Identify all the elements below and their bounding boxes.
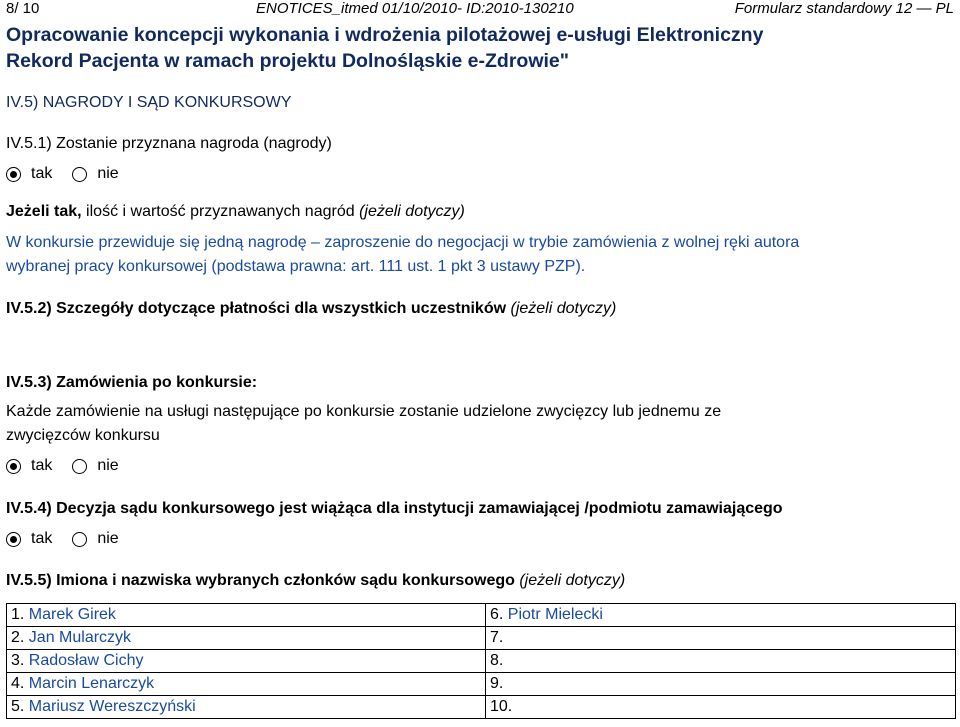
table-row [7, 673, 956, 696]
table-cell: 6. Piotr Mielecki [486, 604, 956, 627]
s3-radio-yes[interactable] [6, 459, 21, 474]
s1-if-bold: Jeżeli tak, [6, 203, 82, 220]
s1-desc-line-2: wybranej pracy konkursowej (podstawa prawna: art. 111 ust. 1 pkt 3 ustawy PZP). [6, 258, 586, 275]
s1-heading: IV.5.1) Zostanie przyznana nagroda (nagrody) [6, 135, 332, 152]
s2-heading [6, 297, 616, 321]
s1-radio-yes-label: tak [31, 165, 53, 182]
table-cell: 3. Radosław Cichy [7, 650, 486, 673]
table-cell: 5. Mariusz Wereszczyński [7, 696, 486, 719]
title-line-2: Rekord Pacjenta w ramach projektu Dolnośląskie e-Zdrowie" [6, 50, 569, 72]
s2-heading-text: IV.5.2) Szczegóły dotyczące płatności dla wszystkich uczestników [6, 300, 511, 317]
table-row [7, 650, 956, 673]
s3-radio-no[interactable] [72, 459, 87, 474]
s3-radio-group [6, 455, 119, 477]
s4-radio-yes[interactable] [6, 532, 21, 547]
title-line-1: Opracowanie koncepcji wykonania i wdrożenia pilotażowej e-usługi Elektroniczny [6, 24, 764, 46]
s3-text-line-1: Każde zamówienie na usługi następujące po konkursie zostanie udzielone zwycięzcy lub jednemu ze [6, 403, 722, 420]
s1-radio-group [6, 163, 119, 185]
table-row [7, 627, 956, 650]
s1-radio-yes[interactable] [6, 167, 21, 182]
s1-desc-line-1: W konkursie przewiduje się jedną nagrodę – zaproszenie do negocjacji w trybie zamówienia z wolnej ręki autora [6, 234, 800, 251]
table-cell: 4. Marcin Lenarczyk [7, 673, 486, 696]
table-cell: 1. Marek Girek [7, 604, 486, 627]
s5-heading-text: IV.5.5) Imiona i nazwiska wybranych członków sądu konkursowego [6, 572, 520, 589]
table-cell: 9. [486, 673, 956, 696]
s4-radio-no[interactable] [72, 532, 87, 547]
s3-radio-yes-label: tak [31, 457, 53, 474]
section-heading: IV.5) NAGRODY I SĄD KONKURSOWY [6, 94, 292, 111]
s1-if-italic: (jeżeli dotyczy) [359, 203, 465, 220]
s3-radio-no-label: nie [97, 457, 119, 474]
s5-heading-italic: (jeżeli dotyczy) [519, 572, 626, 589]
document-id: ENOTICES_itmed 01/10/2010- ID:2010-130210 [256, 0, 574, 17]
s4-heading: IV.5.4) Decyzja sądu konkursowego jest wiążąca dla instytucji zamawiającej /podmiotu zamawiającego [6, 500, 783, 517]
s3-heading: IV.5.3) Zamówienia po konkursie: [6, 374, 258, 391]
s4-radio-yes-label: tak [31, 530, 53, 547]
document-title [6, 22, 956, 74]
table-cell: 8. [486, 650, 956, 673]
page-header [6, 0, 954, 20]
s3-text-line-2: zwycięzców konkursu [6, 427, 160, 444]
form-name: Formularz standardowy 12 — PL [734, 0, 954, 17]
s1-if-line [6, 200, 465, 224]
s4-radio-group [6, 528, 119, 550]
s1-if-rest: ilość i wartość przyznawanych nagród [81, 203, 360, 220]
s1-radio-no[interactable] [72, 167, 87, 182]
s4-radio-no-label: nie [97, 530, 119, 547]
table-cell: 7. [486, 627, 956, 650]
page-number: 8/ 10 [6, 0, 40, 17]
s2-heading-italic: (jeżeli dotyczy) [510, 300, 617, 317]
table-row [7, 696, 956, 719]
jury-table [6, 603, 956, 719]
table-cell: 10. [486, 696, 956, 719]
table-row [7, 604, 956, 627]
s1-radio-no-label: nie [97, 165, 119, 182]
s5-heading [6, 569, 625, 593]
table-cell: 2. Jan Mularczyk [7, 627, 486, 650]
